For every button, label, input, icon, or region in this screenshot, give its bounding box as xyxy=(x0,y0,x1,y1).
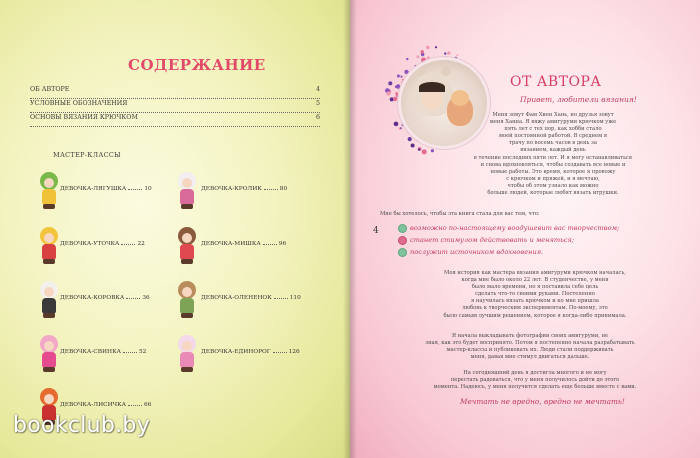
doll-illustration xyxy=(172,281,202,319)
masterclass-entry-title: ДЕВОЧКА-МИШКА xyxy=(201,241,261,247)
masterclass-entry-page: 22 xyxy=(137,241,145,247)
began-paragraph xyxy=(395,333,665,361)
text-line: трачу по восемь часов в день за xyxy=(509,140,597,147)
text-line: перестать радоваться, что у меня получилось дойти до этого xyxy=(450,377,620,384)
wish-item-text: возможно по-настоящему воодушевит вас творчеством; xyxy=(410,224,620,232)
leader-dots xyxy=(126,298,140,299)
lead-in-text: Мне бы хотелось, чтобы эта книга стала для вас тем, что: xyxy=(380,211,540,217)
text-line: было мало времени, но я поставила себе цель xyxy=(471,284,599,291)
text-line: моей постоянной работой. В среднем я xyxy=(498,133,608,140)
doll-body-shape xyxy=(42,189,56,205)
doll-feet-shape xyxy=(43,367,55,372)
text-line: мастер-классы и публиковать их. Люди стали поддерживать xyxy=(446,347,614,354)
doll-illustration xyxy=(172,172,202,210)
text-line: Моя история как мастера вязания амигуруми крючком началась, xyxy=(444,270,626,276)
bullet-icon xyxy=(399,249,406,256)
doll-body-shape xyxy=(42,298,56,314)
toc-list xyxy=(30,86,320,128)
bullet-icon xyxy=(399,237,406,244)
masterclass-entry-title: ДЕВОЧКА-КРОЛИК xyxy=(201,186,262,192)
masterclass-entry[interactable] xyxy=(60,295,150,301)
leader-dots xyxy=(273,352,287,353)
decor-dot xyxy=(421,50,424,53)
closing-line: Мечтать не вредно, вредно не мечтать! xyxy=(460,397,625,406)
masterclass-entry[interactable] xyxy=(201,241,286,247)
doll-feet-shape xyxy=(181,313,193,318)
doll-body-shape xyxy=(42,352,56,368)
doll-face-shape xyxy=(182,178,192,188)
doll-feet-shape xyxy=(43,313,55,318)
doll-body-shape xyxy=(180,189,194,205)
text-line: Меня зовут Фам Хиен Хань, но друзья зовут xyxy=(492,112,614,118)
masterclass-entry-page: 10 xyxy=(144,186,152,192)
doll-body-shape xyxy=(180,298,194,314)
leader-dots xyxy=(263,244,277,245)
author-title: ОТ АВТОРА xyxy=(510,74,602,90)
doll-body-shape xyxy=(180,244,194,260)
leader-dots xyxy=(274,298,288,299)
text-line: больше людей, которые любят вязать игрушки. xyxy=(487,190,619,197)
wish-list xyxy=(399,222,619,258)
decor-dot xyxy=(418,148,420,150)
hair-shape xyxy=(419,82,445,92)
wish-item-text: послужит источником вдохновения. xyxy=(410,248,544,256)
decor-dot xyxy=(406,58,408,60)
intro-paragraph xyxy=(438,112,668,197)
toc-entry[interactable] xyxy=(30,100,320,113)
masterclass-heading: МАСТЕР-КЛАССЫ xyxy=(53,151,121,159)
masterclass-entry[interactable] xyxy=(60,186,152,192)
toc-entry-page: 4 xyxy=(315,86,320,93)
doll-body-shape xyxy=(180,352,194,368)
text-line: меня Ханна. Я вяжу амигуруми крючком уже xyxy=(489,119,617,126)
decor-dot xyxy=(386,91,390,95)
page-number: 4 xyxy=(373,226,379,236)
masterclass-entry-page: 66 xyxy=(144,402,152,408)
doll-illustration xyxy=(172,335,202,373)
text-line: вязанием, каждый день xyxy=(520,147,586,154)
masterclass-entry[interactable] xyxy=(60,402,151,408)
text-line: На сегодняшний день я достигла многого и не могу xyxy=(463,370,607,376)
decor-dot xyxy=(447,51,450,54)
masterclass-entry[interactable] xyxy=(201,349,300,355)
leader-dots xyxy=(123,352,137,353)
masterclass-entry-title: ДЕВОЧКА-ОЛЕНЕНОК xyxy=(201,295,272,301)
toc-entry[interactable] xyxy=(30,86,320,99)
toc-entry-title: ОСНОВЫ ВЯЗАНИЯ КРЮЧКОМ xyxy=(30,114,138,121)
masterclass-entry[interactable] xyxy=(60,241,145,247)
decor-dot xyxy=(435,46,437,48)
doll-feet-shape xyxy=(43,259,55,264)
text-line: меня, давая мне стимул двигаться дальше. xyxy=(470,354,590,361)
masterclass-entry-title: ДЕВОЧКА-ЕДИНОРОГ xyxy=(201,349,271,355)
leader-dots xyxy=(121,244,135,245)
text-line: чтобы об этом узнало как можно xyxy=(507,182,599,189)
text-line: когда мне было около 22 лет. В студенчестве, у меня xyxy=(461,277,609,284)
decor-dot xyxy=(431,149,434,152)
decor-dot xyxy=(393,97,397,101)
text-line: новые работы. Это время, которое я провожу xyxy=(490,168,616,175)
text-line: было самым лучшим решением, которое я когда-либо принимала. xyxy=(443,312,627,319)
doll-face-shape xyxy=(182,287,192,297)
toy-head-shape xyxy=(451,90,469,106)
masterclass-entry-page: 80 xyxy=(279,186,288,192)
text-line: момента. Надеюсь, у меня получится сделать еще больше вместе с вами. xyxy=(433,384,637,391)
masterclass-entry-page: 126 xyxy=(288,349,300,355)
text-line: пять лет с тех пор, как хобби стало xyxy=(504,126,602,133)
text-line: с крючком и пряжей, и я мечтаю, xyxy=(506,175,600,182)
toc-entry[interactable] xyxy=(30,114,320,127)
doll-body-shape xyxy=(42,244,56,260)
doll-feet-shape xyxy=(181,367,193,372)
decor-dot xyxy=(417,55,420,58)
leader-dots xyxy=(128,189,142,190)
decor-dot xyxy=(394,122,399,127)
doll-face-shape xyxy=(44,178,54,188)
masterclass-entry-page: 52 xyxy=(138,349,147,355)
today-paragraph xyxy=(405,370,665,391)
leader-dots xyxy=(264,189,278,190)
decor-dot xyxy=(399,128,401,130)
masterclass-entry-page: 96 xyxy=(278,241,287,247)
text-line: зная, как это будет воспринято. Потом я постепенно начала разрабатывать xyxy=(425,340,635,347)
text-line: и снова вдохновляться, чтобы создавать все новые и xyxy=(480,161,626,168)
doll-feet-shape xyxy=(181,204,193,209)
decor-dot xyxy=(400,76,402,78)
decor-dot xyxy=(388,81,392,85)
masterclass-entry[interactable] xyxy=(201,186,287,192)
text-line: в течение последних пяти лет. И я могу останавливаться xyxy=(473,154,633,161)
doll-face-shape xyxy=(182,341,192,351)
toc-entry-page: 5 xyxy=(315,100,320,107)
doll-illustration xyxy=(172,227,202,265)
wish-item xyxy=(399,222,619,234)
author-greeting: Привет, любители вязания! xyxy=(520,95,637,104)
doll-face-shape xyxy=(44,341,54,351)
leader-dots xyxy=(128,405,142,406)
watermark: bookclub.by xyxy=(13,413,151,438)
decor-dot xyxy=(411,144,415,148)
decor-dot xyxy=(422,149,427,154)
text-line: сделать что-то своими руками. Постепенно xyxy=(475,291,595,298)
text-line: я научилась вязать крючком и ко мне пришла xyxy=(471,298,599,305)
text-line: Я начала выкладывать фотографии своих амигуруми, не xyxy=(451,333,609,339)
masterclass-entry-page: 110 xyxy=(289,295,301,301)
text-line: любовь к творческим экспериментам. По-моему, это xyxy=(462,305,608,312)
decor-dot xyxy=(397,75,400,78)
decor-dot xyxy=(444,52,446,54)
doll-feet-shape xyxy=(43,204,55,209)
wish-item-text: станет стимулом действовать и меняться; xyxy=(410,236,575,244)
masterclass-entry-title: ДЕВОЧКА-ЛИСИЧКА xyxy=(60,402,127,408)
toc-title: СОДЕРЖАНИЕ xyxy=(128,56,266,74)
masterclass-entry-title: ДЕВОЧКА-КОРОВКА xyxy=(60,295,125,301)
book-gutter xyxy=(343,0,357,458)
doll-face-shape xyxy=(44,233,54,243)
toc-entry-title: ОБ АВТОРЕ xyxy=(30,86,70,93)
toc-entry-page: 6 xyxy=(315,114,320,121)
decor-dot xyxy=(457,54,459,56)
decor-dot xyxy=(408,137,412,141)
wish-item xyxy=(399,234,619,246)
masterclass-entry-title: ДЕВОЧКА-СВИНКА xyxy=(60,349,121,355)
doll-face-shape xyxy=(44,287,54,297)
masterclass-entry-title: ДЕВОЧКА-ЛЯГУШКА xyxy=(60,186,127,192)
masterclass-entry-page: 36 xyxy=(142,295,150,301)
doll-feet-shape xyxy=(181,259,193,264)
doll-face-shape xyxy=(182,233,192,243)
wish-item xyxy=(399,246,619,258)
bullet-icon xyxy=(399,225,406,232)
masterclass-entry[interactable] xyxy=(60,349,146,355)
masterclass-entry[interactable] xyxy=(201,295,301,301)
masterclass-entry-title: ДЕВОЧКА-УТОЧКА xyxy=(60,241,120,247)
doll-face-shape xyxy=(44,394,54,404)
toc-entry-title: УСЛОВНЫЕ ОБОЗНАЧЕНИЯ xyxy=(30,100,128,107)
decor-dot xyxy=(426,46,430,50)
story-paragraph xyxy=(405,270,665,320)
